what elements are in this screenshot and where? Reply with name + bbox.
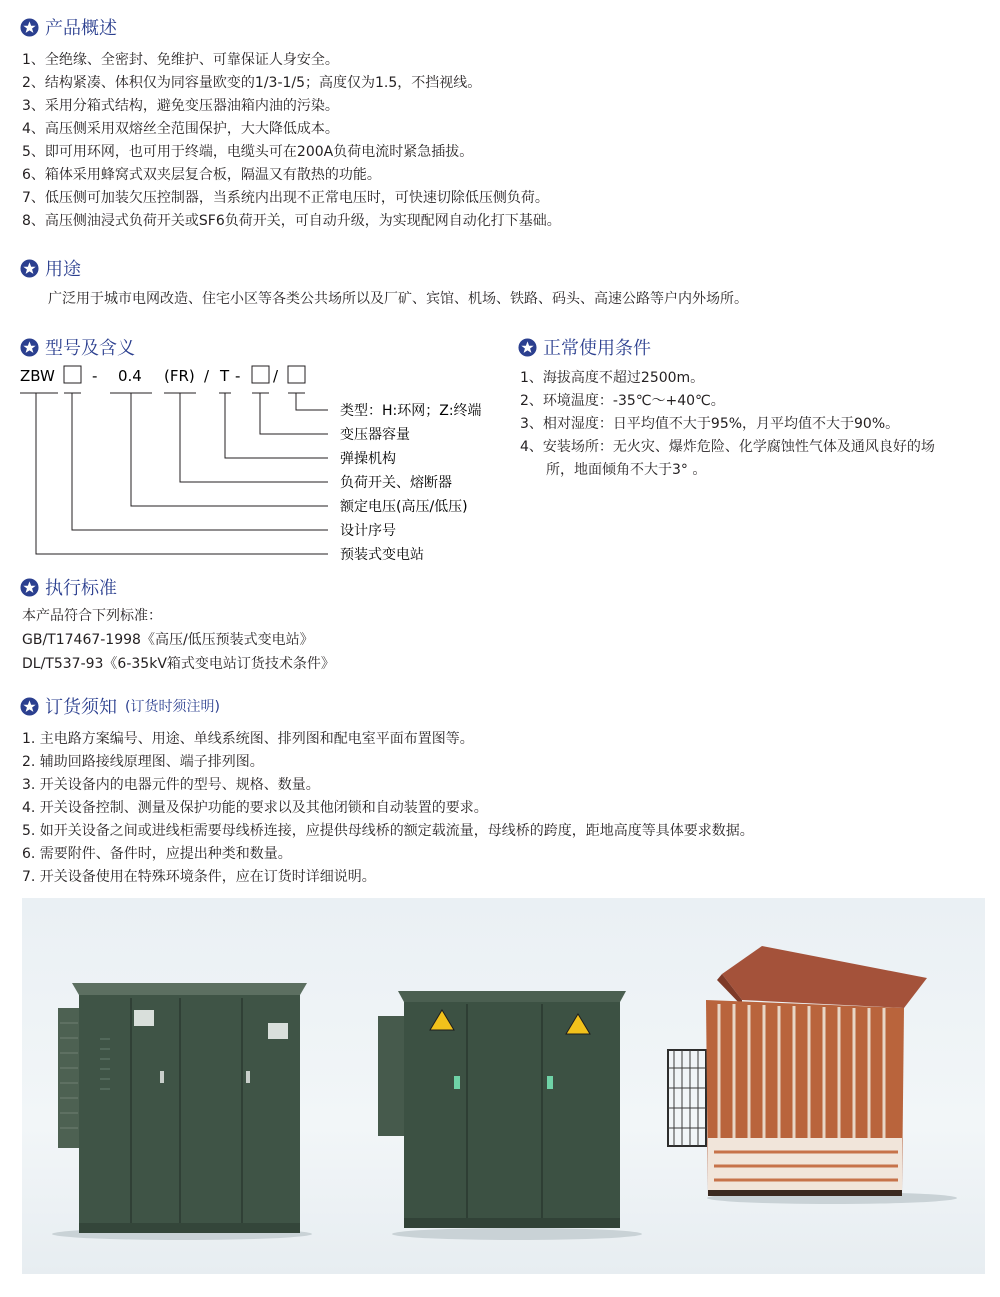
- code-box-design: [64, 366, 81, 383]
- code-part-dash: -: [92, 367, 98, 385]
- code-part-t: T: [220, 367, 230, 385]
- list-item: 2、环境温度：-35℃～+40℃。: [520, 393, 725, 409]
- list-item: 7、低压侧可加装欠压控制器，当系统内出现不正常电压时，可快速切除低压侧负荷。: [22, 190, 549, 206]
- product-photo-panel: [22, 898, 985, 1274]
- code-box-capacity: [252, 366, 269, 383]
- substation-cabinet-1: [52, 983, 312, 1240]
- list-item: 5. 如开关设备之间或进线柜需要母线桥连接，应提供母线桥的额定载流量，母线桥的跨度，距地高度等具体要求数据。: [22, 823, 754, 839]
- list-item: 4. 开关设备控制、测量及保护功能的要求以及其他闭锁和自动装置的要求。: [22, 800, 488, 816]
- list-item: 3. 开关设备内的电器元件的型号、规格、数量。: [22, 777, 320, 793]
- section-title: 用途: [45, 259, 81, 280]
- code-part-dash2: -: [235, 367, 241, 385]
- section-ordering-heading: [20, 693, 220, 719]
- section-title: 执行标准: [45, 578, 117, 599]
- star-circle-icon: [20, 18, 39, 37]
- list-item: 6、箱体采用蜂窝式双夹层复合板，隔温又有散热的功能。: [22, 167, 381, 183]
- section-standards-heading: [20, 574, 117, 600]
- code-part-slash2: /: [273, 367, 279, 385]
- substation-cabinet-3: [668, 946, 957, 1204]
- model-label: 类型：H:环网；Z:终端: [340, 403, 482, 419]
- list-item: 1、海拔高度不超过2500m。: [520, 370, 705, 386]
- code-box-type: [288, 366, 305, 383]
- leader-line: [296, 393, 328, 410]
- list-item: GB/T17467-1998《高压/低压预装式变电站》: [22, 632, 314, 648]
- list-item: 4、高压侧采用双熔丝全范围保护，大大降低成本。: [22, 121, 339, 137]
- model-label: 弹操机构: [340, 451, 396, 467]
- code-part-voltage: 0.4: [118, 367, 142, 385]
- list-item: 1、全绝缘、全密封、免维护、可靠保证人身安全。: [22, 52, 339, 68]
- section-title: 型号及含义: [45, 338, 135, 359]
- leader-line: [225, 393, 328, 458]
- model-label: 额定电压(高压/低压): [340, 499, 468, 515]
- list-item: 本产品符合下列标准：: [22, 608, 162, 624]
- star-circle-icon: [20, 259, 39, 278]
- section-title: 产品概述: [45, 18, 117, 39]
- code-part-fr: (FR): [164, 367, 195, 385]
- section-title: 正常使用条件: [543, 338, 651, 359]
- section-conditions-heading: [518, 334, 651, 360]
- substation-cabinet-2: [378, 991, 642, 1240]
- section-usage-heading: [20, 255, 81, 281]
- list-item: 2. 辅助回路接线原理图、端子排列图。: [22, 754, 264, 770]
- section-title: 订货须知: [45, 697, 117, 718]
- model-code-diagram: [18, 360, 498, 570]
- star-circle-icon: [20, 338, 39, 357]
- code-part-slash: /: [204, 367, 210, 385]
- section-overview-heading: [20, 14, 117, 40]
- star-circle-icon: [20, 697, 39, 716]
- model-label: 变压器容量: [340, 427, 410, 443]
- leader-line: [72, 393, 328, 530]
- model-label: 设计序号: [340, 523, 396, 539]
- usage-text: 广泛用于城市电网改造、住宅小区等各类公共场所以及厂矿、宾馆、机场、铁路、码头、高速公路等户内外场所。: [48, 291, 748, 307]
- list-item: 2、结构紧凑、体积仅为同容量欧变的1/3-1/5；高度仅为1.5，不挡视线。: [22, 75, 482, 91]
- list-item: 6. 需要附件、备件时，应提出种类和数量。: [22, 846, 292, 862]
- list-item: 所，地面倾角不大于3° 。: [546, 462, 707, 478]
- list-item: 3、采用分箱式结构，避免变压器油箱内油的污染。: [22, 98, 339, 114]
- list-item: 1. 主电路方案编号、用途、单线系统图、排列图和配电室平面布置图等。: [22, 731, 474, 747]
- list-item: 3、相对湿度：日平均值不大于95%，月平均值不大于90%。: [520, 416, 900, 432]
- star-circle-icon: [518, 338, 537, 357]
- section-note: (订货时须注明): [125, 699, 220, 715]
- list-item: 8、高压侧油浸式负荷开关或SF6负荷开关，可自动升级，为实现配网自动化打下基础。: [22, 213, 561, 229]
- leader-line: [260, 393, 328, 434]
- list-item: DL/T537-93《6-35kV箱式变电站订货技术条件》: [22, 656, 335, 672]
- star-circle-icon: [20, 578, 39, 597]
- model-label: 负荷开关、熔断器: [340, 475, 452, 491]
- model-label: 预装式变电站: [340, 547, 424, 563]
- code-part-zbw: ZBW: [20, 367, 55, 385]
- leader-line: [180, 393, 328, 482]
- product-illustrations: [22, 898, 985, 1274]
- list-item: 7. 开关设备使用在特殊环境条件，应在订货时详细说明。: [22, 869, 376, 885]
- list-item: 4、安装场所：无火灾、爆炸危险、化学腐蚀性气体及通风良好的场: [520, 439, 935, 455]
- section-model-heading: [20, 334, 135, 360]
- list-item: 5、即可用环网，也可用于终端，电缆头可在200A负荷电流时紧急插拔。: [22, 144, 474, 160]
